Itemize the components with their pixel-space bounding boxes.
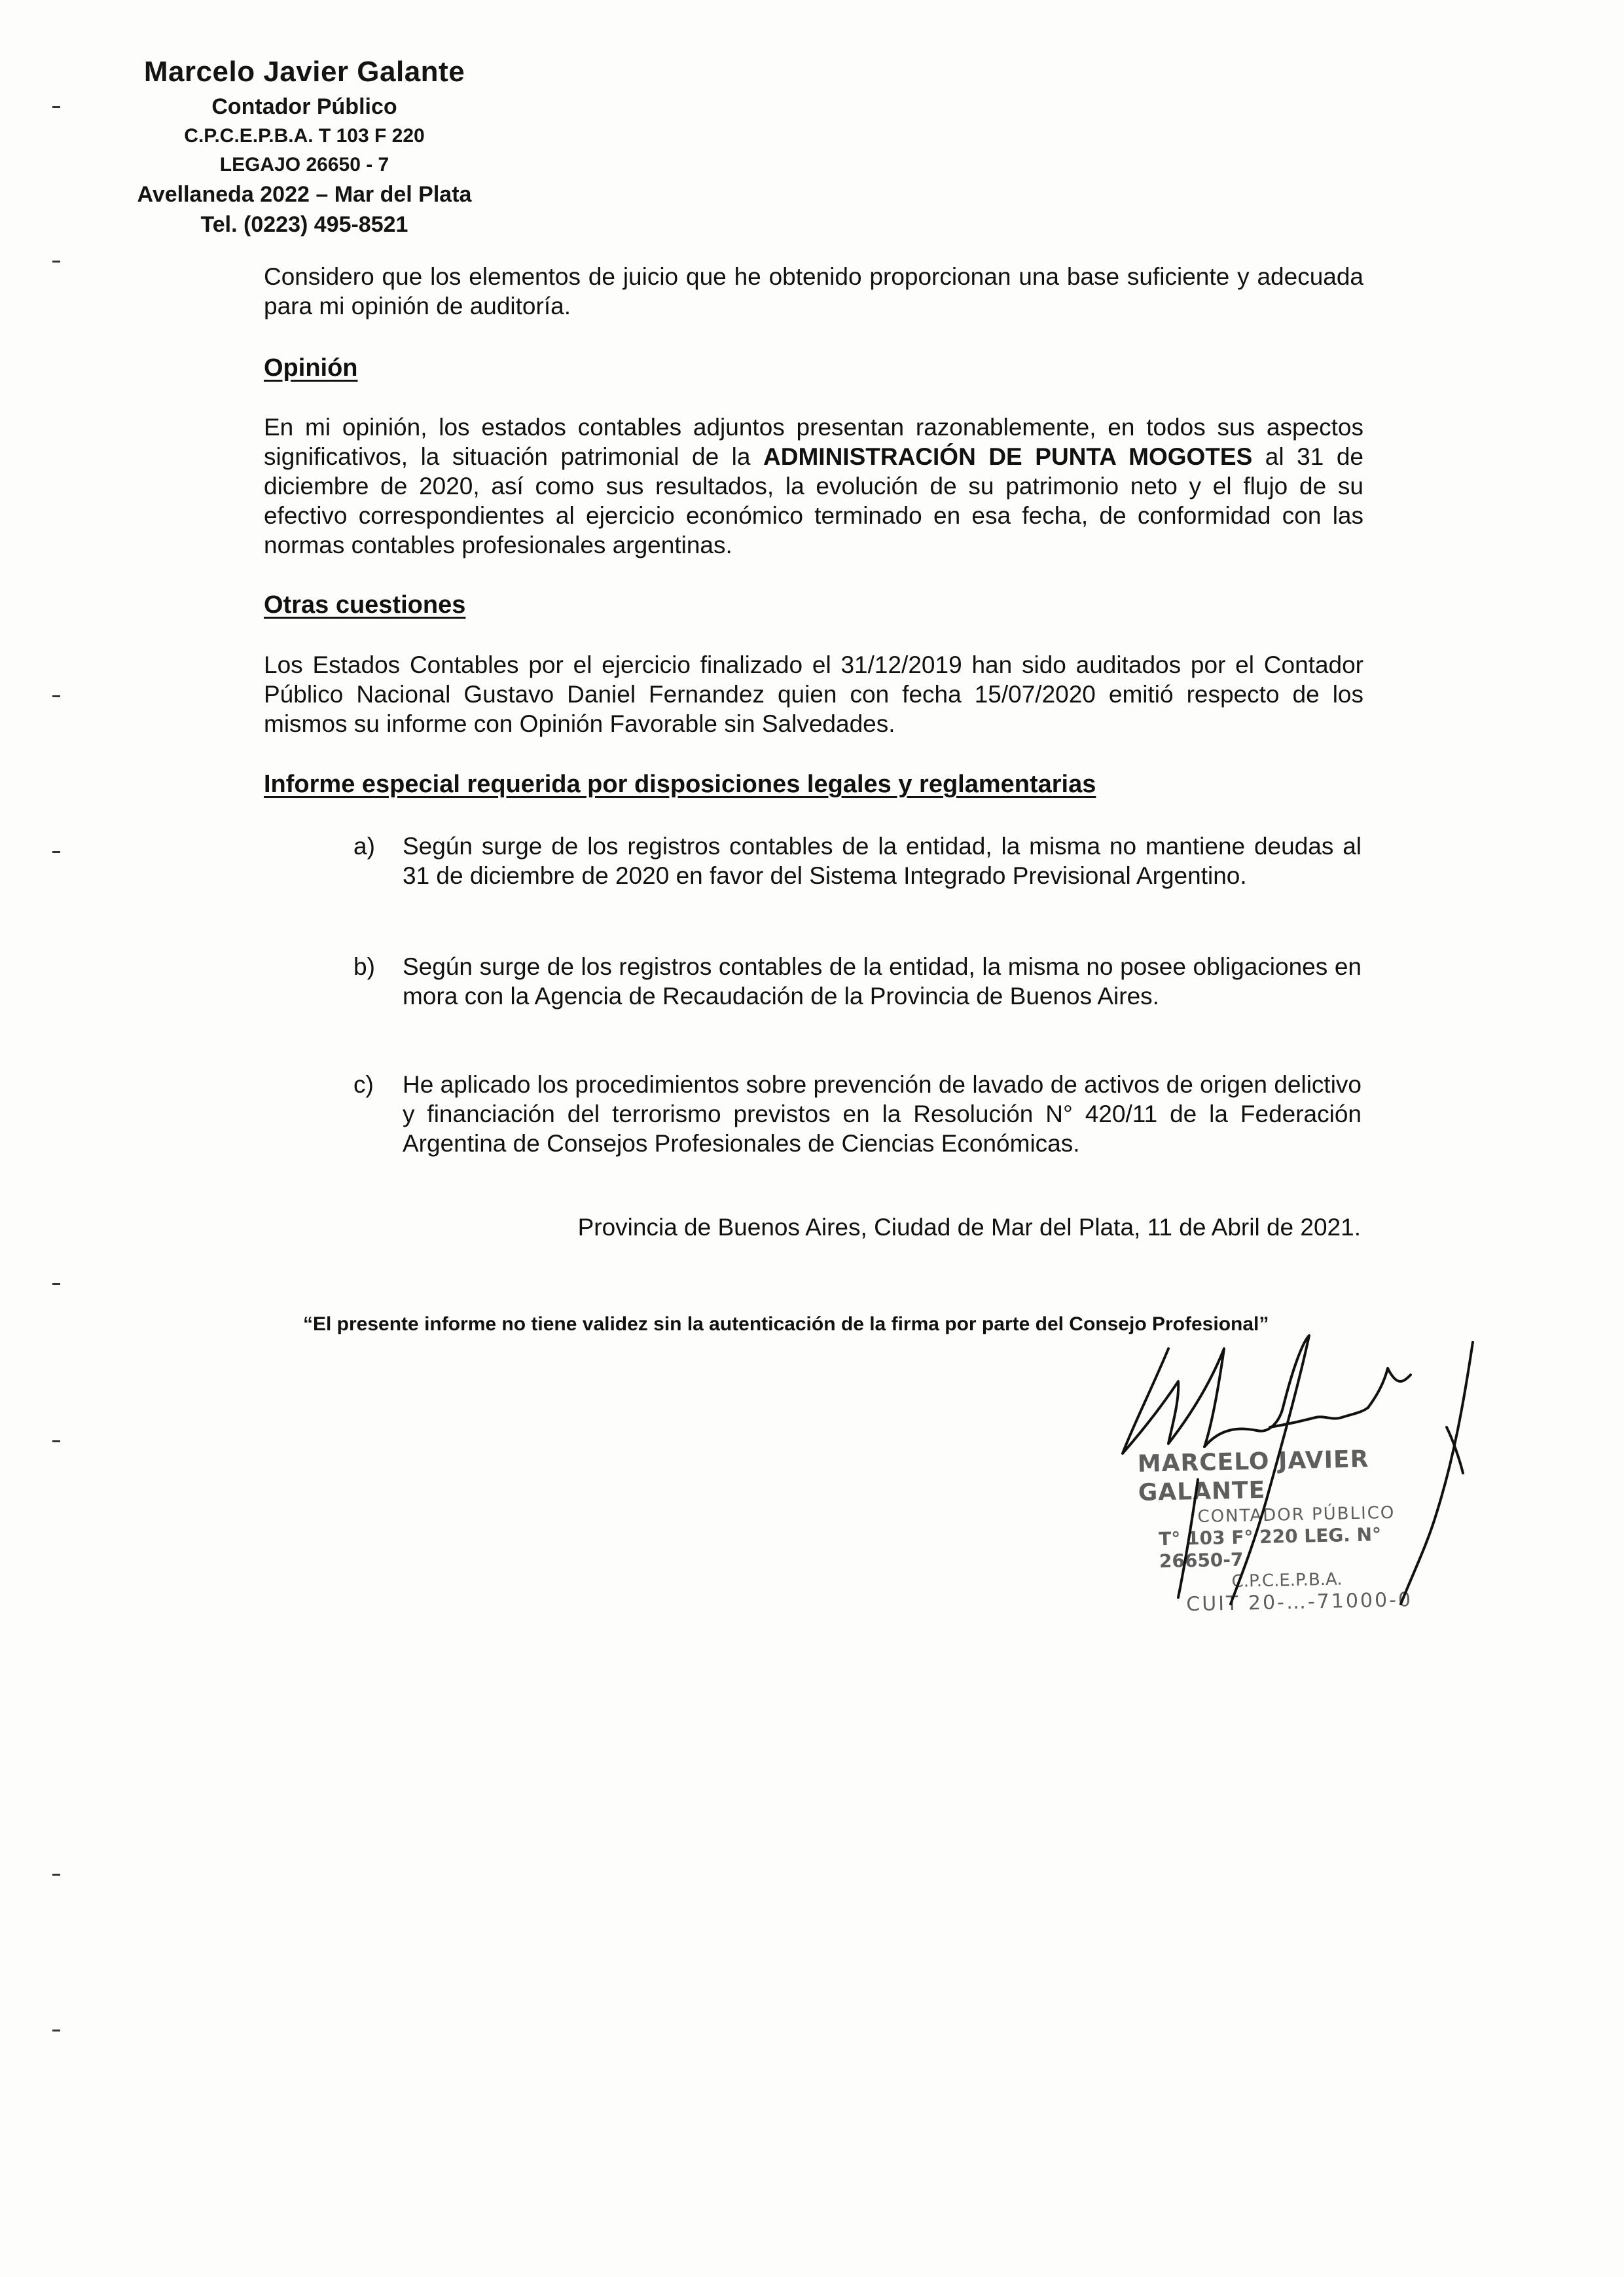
opinion-heading: Opinión xyxy=(264,354,358,382)
margin-tick xyxy=(52,106,60,108)
list-item-text: Según surge de los registros contables de la entidad, la misma no posee obligaciones en mora con la Agencia de Recaudación de la Provincia de Buenos Aires. xyxy=(403,953,1362,1010)
opinion-text-after: al 31 de diciembre de 2020, así como sus resultados, la evolución de su patrimonio neto y el flujo de su efectivo correspondientes al ejercicio económico terminado en esa fecha, de conformidad con las normas contables profesionales argentinas. xyxy=(264,443,1363,558)
letterhead xyxy=(98,52,511,240)
handwritten-signature xyxy=(1106,1329,1499,1617)
letterhead-name: Marcelo Javier Galante xyxy=(143,56,465,88)
margin-tick xyxy=(52,695,60,697)
margin-tick xyxy=(52,1440,60,1442)
letterhead-address: Avellaneda 2022 – Mar del Plata xyxy=(137,182,472,207)
opinion-text-before: En mi opinión, los estados contables adjuntos presentan razonablemente, en todos sus aspectos significativos, la situación patrimonial de la xyxy=(264,414,1363,470)
list-item-text: He aplicado los procedimientos sobre prevención de lavado de activos de origen delictivo y financiación del terrorismo previstos en la Resolución N° 420/11 de la Federación Argentina de Consejos Profesionales de Ciencias Económicas. xyxy=(403,1071,1362,1157)
margin-tick xyxy=(52,1874,60,1876)
stamp-name: MARCELO JAVIER GALANTE xyxy=(1137,1446,1369,1506)
validity-note: “El presente informe no tiene validez sin la autenticación de la firma por parte del Consejo Profesional” xyxy=(303,1313,1269,1335)
list-item-letter: a) xyxy=(353,833,375,860)
margin-tick xyxy=(52,261,60,263)
letterhead-registration: C.P.C.E.P.B.A. T 103 F 220 xyxy=(184,125,425,147)
list-item xyxy=(353,831,1362,890)
stamp-cuit: CUIT 20-…-71000-0 xyxy=(1185,1588,1413,1616)
list-item-letter: b) xyxy=(353,953,375,980)
margin-tick xyxy=(52,2030,60,2031)
other-matters-paragraph: Los Estados Contables por el ejercicio finalizado el 31/12/2019 han sido auditados por el Contador Público Nacional Gustavo Daniel Fernandez quien con fecha 15/07/2020 emitió respecto de los mismos su informe con Opinión Favorable sin Salvedades. xyxy=(264,651,1363,737)
margin-tick xyxy=(52,851,60,853)
margin-tick xyxy=(52,1283,60,1285)
letterhead-title: Contador Público xyxy=(211,94,397,119)
intro-paragraph: Considero que los elementos de juicio que he obtenido proporcionan una base suficiente y adecuada para mi opinión de auditoría. xyxy=(264,263,1363,319)
list-item xyxy=(353,952,1362,1011)
opinion-paragraph xyxy=(264,412,1363,560)
other-matters-heading: Otras cuestiones xyxy=(264,591,466,619)
letterhead-phone: Tel. (0223) 495-8521 xyxy=(200,212,408,237)
stamp-title: CONTADOR PÚBLICO xyxy=(1197,1503,1396,1527)
letterhead-legajo: LEGAJO 26650 - 7 xyxy=(219,154,389,175)
list-item xyxy=(353,1070,1362,1158)
special-report-heading: Informe especial requerida por disposiciones legales y reglamentarias xyxy=(264,771,1096,798)
stamp-registration: T° 103 F° 220 LEG. N° 26650-7 xyxy=(1158,1523,1382,1573)
place-date: Provincia de Buenos Aires, Ciudad de Mar del Plata, 11 de Abril de 2021. xyxy=(577,1214,1361,1241)
list-item-letter: c) xyxy=(353,1071,374,1098)
entity-name: ADMINISTRACIÓN DE PUNTA MOGOTES xyxy=(763,443,1253,470)
stamp-council: C.P.C.E.P.B.A. xyxy=(1231,1569,1343,1592)
list-item-text: Según surge de los registros contables de la entidad, la misma no mantiene deudas al 31 de diciembre de 2020 en favor del Sistema Integrado Previsional Argentino. xyxy=(403,833,1362,889)
